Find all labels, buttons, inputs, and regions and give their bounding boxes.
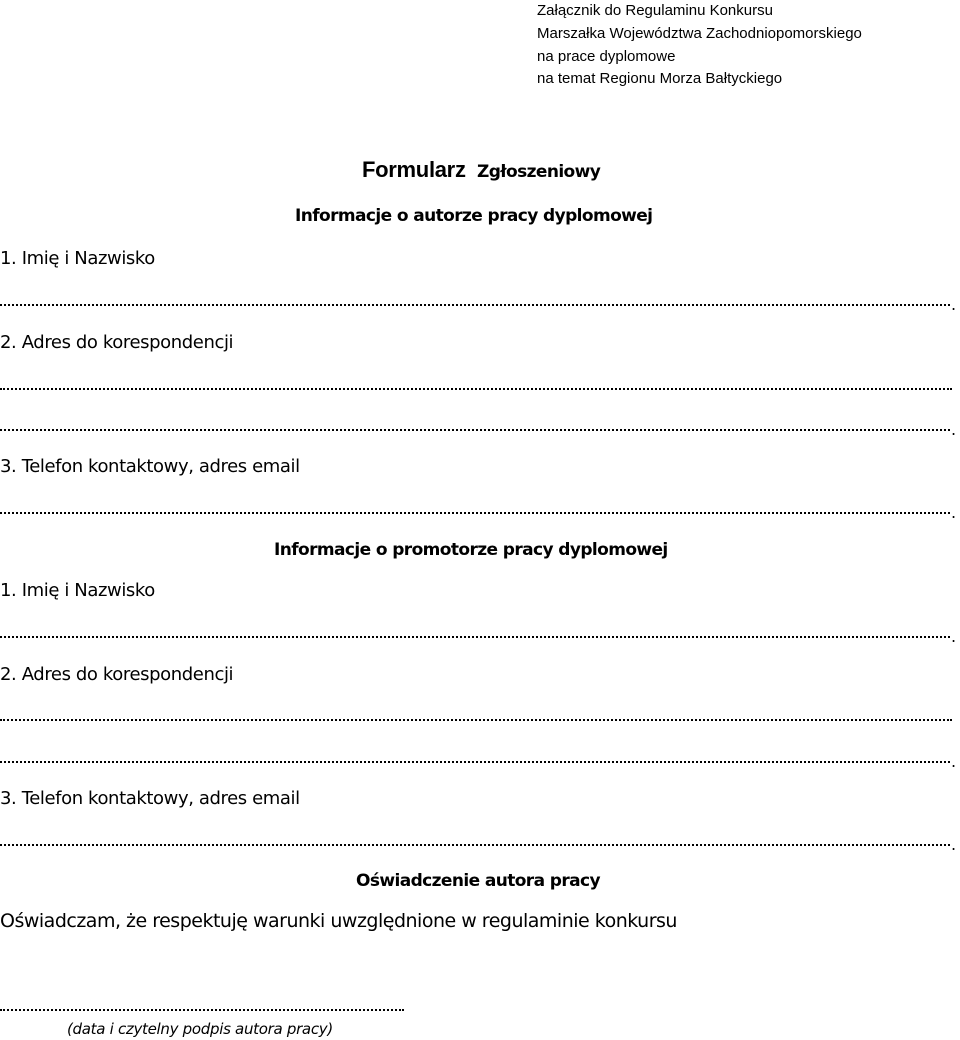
author-name-dotted-line[interactable] bbox=[0, 304, 950, 306]
author-address-dotted-line-1[interactable] bbox=[0, 388, 952, 390]
author-name-label: 1. Imię i Nazwisko bbox=[0, 248, 155, 269]
promoter-address-line-end: . bbox=[951, 752, 957, 771]
author-contact-label: 3. Telefon kontaktowy, adres email bbox=[0, 456, 300, 477]
promoter-address-dotted-line-1[interactable] bbox=[0, 719, 952, 721]
promoter-name-label: 1. Imię i Nazwisko bbox=[0, 580, 155, 601]
author-contact-line-end: . bbox=[951, 503, 957, 522]
declaration-heading: Oświadczenie autora pracy bbox=[356, 871, 600, 891]
annex-line-4: na temat Regionu Morza Bałtyckiego bbox=[537, 70, 783, 87]
author-name-line-end: . bbox=[951, 295, 957, 314]
annex-line-2: Marszałka Województwa Zachodniopomorskiego bbox=[537, 25, 862, 42]
signature-caption: (data i czytelny podpis autora pracy) bbox=[67, 1020, 333, 1038]
annex-line-1: Załącznik do Regulaminu Konkursu bbox=[537, 2, 773, 19]
form-subtitle: Zgłoszeniowy bbox=[477, 162, 601, 182]
annex-line-3: na prace dyplomowe bbox=[537, 48, 676, 65]
signature-dotted-line[interactable] bbox=[0, 1009, 404, 1011]
promoter-name-line-end: . bbox=[951, 627, 957, 646]
author-address-dotted-line-2[interactable] bbox=[0, 429, 950, 431]
author-contact-dotted-line[interactable] bbox=[0, 512, 950, 514]
promoter-contact-line-end: . bbox=[951, 835, 957, 854]
author-address-line-end: . bbox=[951, 420, 957, 439]
promoter-name-dotted-line[interactable] bbox=[0, 636, 950, 638]
author-section-heading: Informacje o autorze pracy dyplomowej bbox=[295, 206, 653, 226]
promoter-contact-dotted-line[interactable] bbox=[0, 844, 950, 846]
promoter-contact-label: 3. Telefon kontaktowy, adres email bbox=[0, 788, 300, 809]
promoter-address-dotted-line-2[interactable] bbox=[0, 761, 950, 763]
author-address-label: 2. Adres do korespondencji bbox=[0, 332, 234, 353]
form-title: Formularz bbox=[362, 157, 466, 182]
promoter-address-label: 2. Adres do korespondencji bbox=[0, 664, 234, 685]
promoter-section-heading: Informacje o promotorze pracy dyplomowej bbox=[274, 540, 668, 560]
declaration-statement: Oświadczam, że respektuję warunki uwzględnione w regulaminie konkursu bbox=[0, 910, 677, 932]
